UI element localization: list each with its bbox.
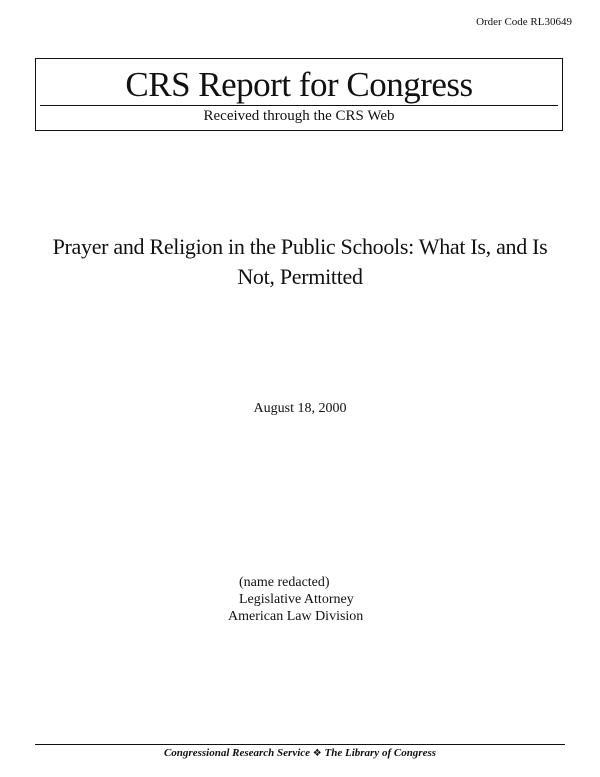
report-date: August 18, 2000 — [253, 401, 347, 416]
report-header-box — [35, 58, 563, 131]
author-position: Legislative Attorney — [239, 592, 354, 607]
footer-separator-icon: ❖ — [312, 748, 322, 759]
header-title: CRS Report for Congress — [125, 65, 473, 104]
footer — [0, 746, 600, 761]
footer-library: The Library of Congress — [324, 747, 437, 759]
report-title: Prayer and Religion in the Public Schools: What Is, and Is Not, Permitted — [52, 234, 548, 289]
author-name: (name redacted) — [239, 575, 330, 590]
author-division: American Law Division — [228, 609, 364, 624]
header-subtitle: Received through the CRS Web — [203, 108, 395, 124]
footer-publisher: Congressional Research Service — [163, 747, 311, 759]
footer-divider — [35, 744, 565, 745]
header-divider — [40, 105, 558, 106]
order-code: Order Code RL30649 — [476, 16, 572, 28]
